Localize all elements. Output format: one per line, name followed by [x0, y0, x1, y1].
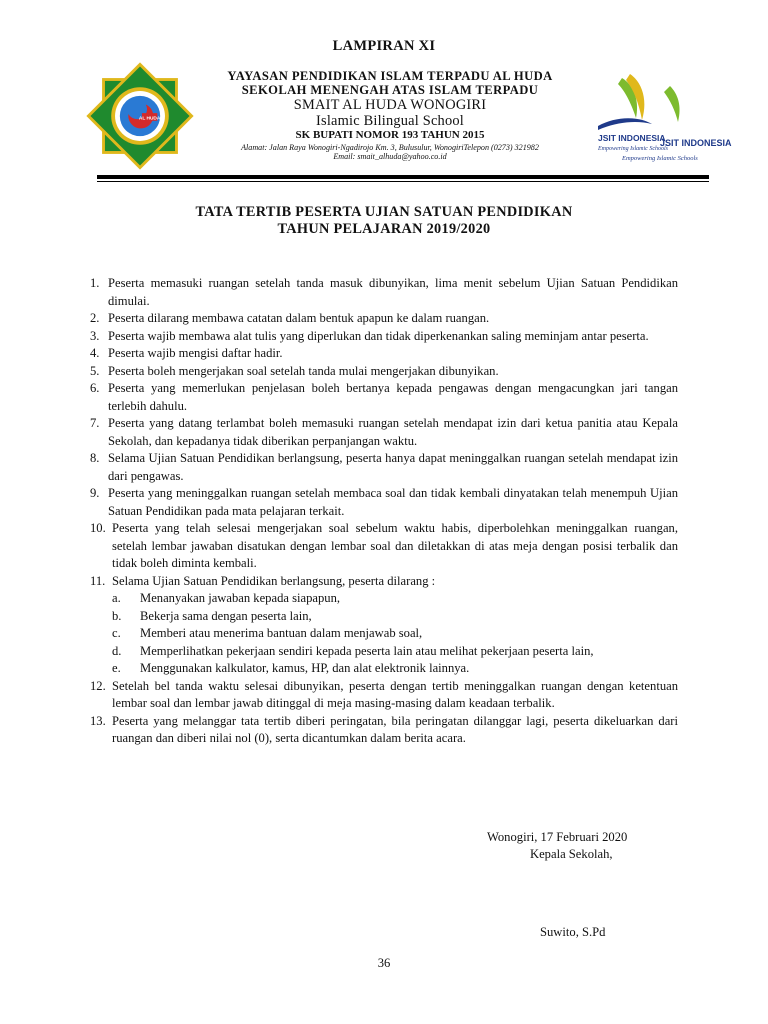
rule-number: 4. — [90, 346, 100, 360]
rule-text: Peserta yang memerlukan penjelasan boleh bertanya kepada pengawas dengan mengacungkan jari tangan terlebih dahulu. — [108, 381, 678, 413]
foundation-name: YAYASAN PENDIDIKAN ISLAM TERPADU AL HUDA — [227, 69, 553, 83]
rule-item — [90, 415, 678, 450]
school-logo — [92, 68, 188, 164]
rule-item — [90, 713, 678, 748]
rule-item — [90, 328, 678, 346]
rule-item — [90, 380, 678, 415]
rule-item — [90, 520, 678, 573]
rule-text: Peserta yang telah selesai mengerjakan soal sebelum waktu habis, diperbolehkan meninggalkan ruangan, setelah lembar jawaban disatukan dengan lembar soal dan diletakkan di atas meja dengan posisi terbalik dan tidak boleh diminta kembali. — [112, 521, 678, 570]
sub-rule-letter: e. — [112, 661, 121, 675]
signer-name: Suwito, S.Pd — [540, 925, 606, 939]
rule-text: Peserta wajib membawa alat tulis yang diperlukan dan tidak diperkenankan saling meminjam antar peserta. — [108, 328, 649, 343]
jsit-logo — [592, 70, 732, 166]
place-date: Wonogiri, 17 Februari 2020 — [487, 830, 628, 844]
rule-text: Selama Ujian Satuan Pendidikan berlangsung, peserta hanya dapat meninggalkan ruangan setelah mendapat izin dari pengawas. — [108, 451, 678, 483]
sub-rule-letter: d. — [112, 643, 122, 658]
header-divider-thick — [97, 175, 709, 179]
rule-item — [90, 345, 678, 363]
rule-number: 11. — [90, 573, 106, 588]
rule-number: 13. — [90, 713, 106, 728]
rule-item — [90, 363, 678, 381]
signature-block — [487, 829, 627, 863]
rule-item — [90, 450, 678, 485]
sub-rule-item — [90, 608, 678, 626]
rule-text: Peserta yang melanggar tata tertib diberi peringatan, bila peringatan dilanggar lagi, peserta dikeluarkan dari ruangan dan diberi nilai nol (0), serta dicantumkan dalam berita acara. — [112, 713, 678, 745]
page-number: 36 — [377, 956, 391, 970]
title-line-1: TATA TERTIB PESERTA UJIAN SATUAN PENDIDIKAN — [195, 204, 573, 220]
sub-rule-item — [90, 590, 678, 608]
sub-rule-letter: b. — [112, 608, 122, 623]
sub-rule-text: Menanyakan jawaban kepada siapapun, — [140, 591, 341, 605]
jsit-tagline-duplicate: Empowering Islamic Schools — [622, 155, 698, 162]
rule-text: Selama Ujian Satuan Pendidikan berlangsung, peserta dilarang : — [112, 573, 436, 588]
rule-number: 2. — [90, 311, 100, 325]
jsit-title: JSIT INDONESIA — [598, 133, 666, 143]
sub-rule-item — [90, 660, 678, 678]
rule-item — [90, 678, 678, 713]
rules-list — [90, 275, 678, 748]
rule-text: Peserta dilarang membawa catatan dalam bentuk apapun ke dalam ruangan. — [108, 311, 490, 325]
jsit-title-duplicate: JSIT INDONESIA — [660, 138, 732, 148]
rule-item — [90, 275, 678, 310]
rule-text: Peserta memasuki ruangan setelah tanda masuk dibunyikan, lima menit sebelum Ujian Satuan Pendidikan dimulai. — [108, 276, 678, 308]
rule-text: Setelah bel tanda waktu selesai dibunyikan, peserta dengan tertib meninggalkan ruangan dengan ketentuan lembar soal dan lembar jawab ditinggal di meja masing-masing dalam keadaan terbalik. — [112, 678, 678, 710]
rule-item — [90, 485, 678, 520]
sub-rule-item — [90, 625, 678, 643]
school-program: Islamic Bilingual School — [316, 112, 464, 129]
school-name: SMAIT AL HUDA WONOGIRI — [293, 97, 487, 114]
letterhead — [190, 70, 590, 162]
signer-role: Kepala Sekolah, — [530, 847, 613, 861]
header-divider-thin — [97, 181, 709, 182]
document-title — [0, 204, 768, 238]
rule-number: 10. — [90, 521, 106, 535]
sub-rule-text: Memperlihatkan pekerjaan sendiri kepada peserta lain atau melihat pekerjaan peserta lain, — [140, 643, 594, 658]
sub-rule-letter: c. — [112, 626, 121, 640]
rule-item — [90, 310, 678, 328]
decree-number: SK BUPATI NOMOR 193 TAHUN 2015 — [295, 129, 485, 142]
jsit-tagline: Empowering Islamic Schools — [598, 146, 668, 152]
rule-text: Peserta yang meninggalkan ruangan setelah membaca soal dan tidak kembali dinyatakan telah menempuh Ujian Satuan Pendidikan pada mata pelajaran terkait. — [108, 486, 678, 518]
rule-number: 8. — [90, 451, 100, 465]
rule-text: Peserta wajib mengisi daftar hadir. — [108, 346, 283, 360]
rule-item — [90, 573, 678, 591]
rule-number: 9. — [90, 486, 100, 500]
sub-rule-letter: a. — [112, 591, 121, 605]
rule-number: 5. — [90, 363, 100, 378]
school-type: SEKOLAH MENENGAH ATAS ISLAM TERPADU — [241, 82, 539, 97]
lampiran-label: LAMPIRAN XI — [332, 38, 436, 54]
rule-number: 3. — [90, 328, 100, 343]
school-address: Alamat: Jalan Raya Wonogiri-Ngadirojo Km. 3, Bulusulur, WonogiriTelepon (0273) 321982 — [241, 143, 539, 153]
logo-left-text: AL HUDA — [138, 116, 161, 122]
title-line-2: TAHUN PELAJARAN 2019/2020 — [277, 221, 491, 237]
rule-number: 1. — [90, 276, 100, 290]
rule-number: 6. — [90, 381, 100, 395]
rule-number: 12. — [90, 678, 106, 693]
school-email: Email: smait_alhuda@yahoo.co.id — [333, 151, 447, 161]
sub-rule-text: Bekerja sama dengan peserta lain, — [140, 608, 312, 623]
rule-text: Peserta yang datang terlambat boleh memasuki ruangan setelah mendapat izin dari ketua panitia atau Kepala Sekolah, dan kepadanya tidak diberikan perpanjangan waktu. — [108, 416, 678, 448]
sub-rule-text: Menggunakan kalkulator, kamus, HP, dan alat elektronik lainnya. — [140, 661, 470, 675]
rule-text: Peserta boleh mengerjakan soal setelah tanda mulai mengerjakan dibunyikan. — [108, 363, 499, 378]
sub-rule-text: Memberi atau menerima bantuan dalam menjawab soal, — [140, 626, 423, 640]
sub-rule-item — [90, 643, 678, 661]
rule-number: 7. — [90, 416, 100, 430]
